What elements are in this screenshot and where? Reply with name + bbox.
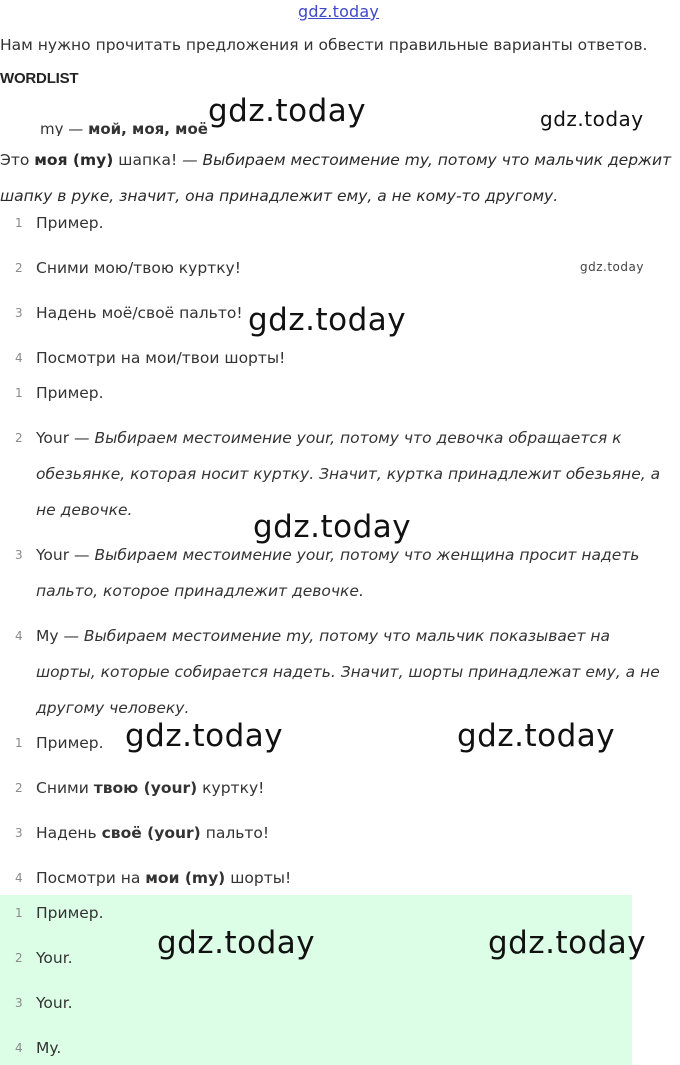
item-number: 2 [15, 951, 23, 965]
item-text [36, 860, 291, 896]
item-text: Пример. [36, 384, 104, 402]
item-text [36, 725, 104, 761]
wordlist-translation: мой, моя, моё [88, 120, 208, 136]
item-text: Пример. [36, 214, 104, 232]
item-answer: твою (your) [93, 779, 198, 797]
watermark: gdz.today [580, 260, 644, 274]
watermark: gdz.today [457, 718, 616, 754]
item-pre: Надень [36, 824, 102, 842]
watermark: gdz.today [208, 93, 367, 129]
item-number: 3 [15, 306, 23, 320]
item-text: Your. [36, 994, 73, 1012]
item-text: Your. [36, 949, 73, 967]
item-number: 4 [15, 871, 23, 885]
site-link[interactable]: gdz.today [298, 2, 380, 21]
item-text: Сними мою/твою куртку! [36, 259, 241, 277]
item-number: 3 [15, 996, 23, 1010]
item-text: Посмотри на мои/твои шорты! [36, 349, 286, 367]
wordlist-heading: WORDLIST [0, 70, 79, 87]
item-text [36, 770, 264, 806]
item-number: 3 [15, 548, 23, 562]
watermark: gdz.today [157, 925, 316, 961]
watermark: gdz.today [248, 302, 407, 338]
item-explanation: Выбираем местоимение your, потому что девочка обращается к обезьянке, которая носит куртку. Значит, куртка принадлежит обезьяне, а не девочке. [36, 429, 661, 519]
item-number: 1 [15, 736, 23, 750]
item-text: My. [36, 1039, 62, 1057]
watermark: gdz.today [253, 509, 412, 545]
example-explanation: Выбираем местоимение my, потому что мальчик держит шапку в руке, значит, она принадлежит ему, а не кому-то другому. [0, 151, 672, 205]
item-post: пальто! [200, 824, 270, 842]
item-explanation: Выбираем местоимение my, потому что мальчик показывает на шорты, которые собирается надеть. Значит, шорты принадлежат ему, а не другому человеку. [36, 627, 660, 717]
watermark: gdz.today [540, 107, 644, 131]
item-lead: Your — [36, 429, 95, 447]
item-number: 1 [15, 216, 23, 230]
item-answer: мои (my) [145, 869, 226, 887]
item-pre: Сними [36, 779, 94, 797]
item-number: 2 [15, 431, 23, 445]
item-number: 1 [15, 906, 23, 920]
wordlist-dash: — [68, 120, 84, 136]
item-post: куртку! [197, 779, 265, 797]
item-number: 2 [15, 261, 23, 275]
item-text: Пример. [36, 904, 104, 922]
item-post: шорты! [225, 869, 292, 887]
item-number: 3 [15, 826, 23, 840]
item-text [36, 537, 672, 609]
example-paragraph [0, 142, 676, 214]
item-text [36, 618, 672, 726]
wordlist-entry [40, 120, 208, 136]
item-answer: своё (your) [101, 824, 201, 842]
item-explanation: Выбираем местоимение your, потому что женщина просит надеть пальто, которое принадлежит девочке. [36, 546, 640, 600]
item-number: 1 [15, 386, 23, 400]
watermark: gdz.today [488, 925, 647, 961]
item-text: Надень моё/своё пальто! [36, 304, 243, 322]
item-number: 4 [15, 1041, 23, 1055]
item-text [36, 420, 672, 528]
item-pre: Посмотри на [36, 869, 146, 887]
item-number: 2 [15, 781, 23, 795]
item-text [36, 815, 269, 851]
item-lead: My — [36, 627, 84, 645]
item-number: 4 [15, 629, 23, 643]
item-number: 4 [15, 351, 23, 365]
item-pre: Пример. [36, 734, 104, 752]
example-middle: шапка! — [113, 151, 203, 169]
item-lead: Your — [36, 546, 95, 564]
wordlist-word: my [40, 120, 64, 136]
watermark: gdz.today [125, 718, 284, 754]
intro-text: Нам нужно прочитать предложения и обвести правильные варианты ответов. [0, 36, 648, 54]
example-prefix: Это [0, 151, 35, 169]
example-bold: моя (my) [34, 151, 114, 169]
